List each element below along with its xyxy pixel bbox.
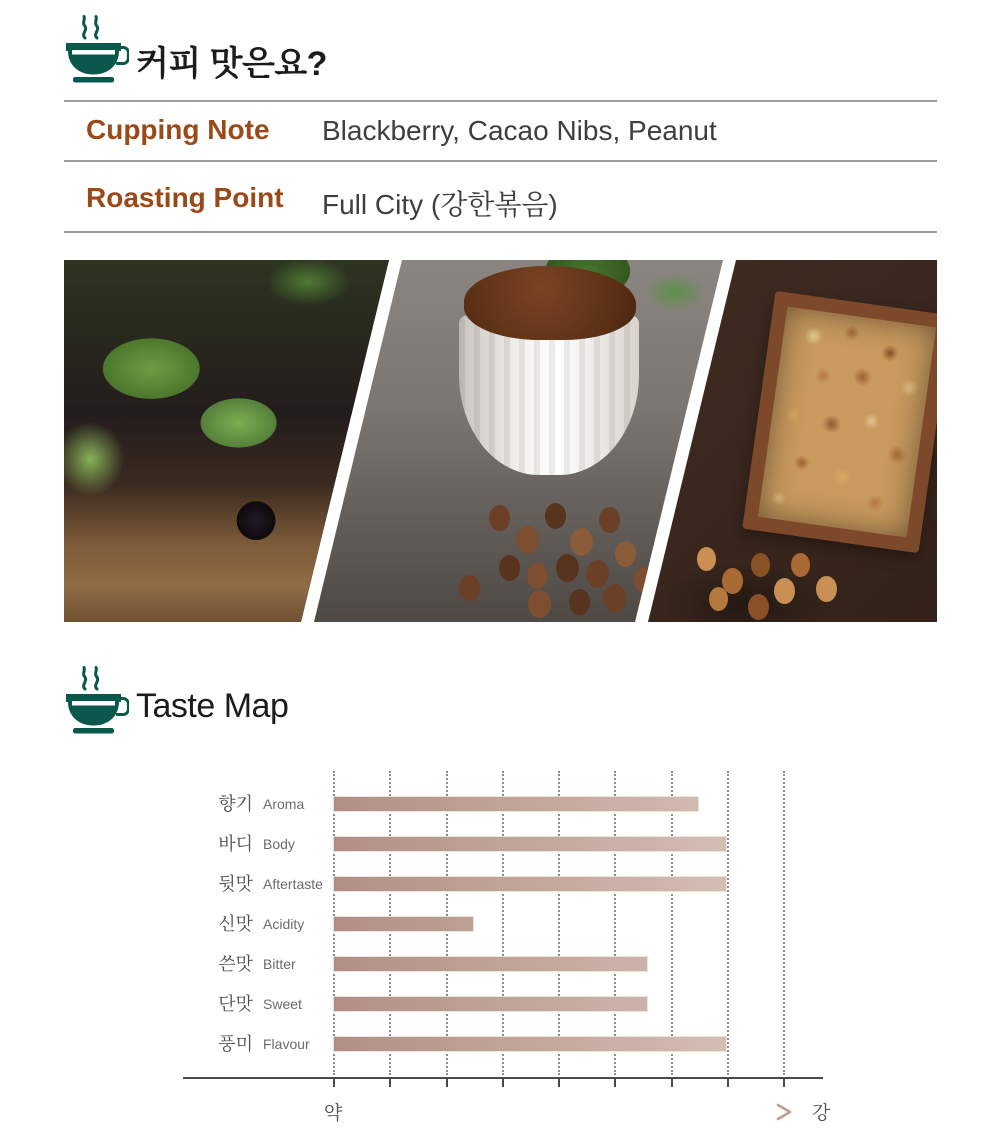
weak-to-strong-arrow — [348, 1103, 800, 1121]
cupping-note-value: Blackberry, Cacao Nibs, Peanut — [322, 115, 717, 146]
taste-label-en: Flavour — [263, 1036, 310, 1052]
taste-label-en: Aroma — [263, 796, 305, 812]
taste-row — [0, 984, 1000, 1024]
taste-bar — [333, 1036, 727, 1052]
taste-label-ko: 뒷맛 — [218, 874, 253, 894]
taste-row — [0, 944, 1000, 984]
axis-tick — [446, 1078, 448, 1087]
taste-label-ko: 향기 — [218, 794, 253, 814]
taste-label-en: Acidity — [263, 916, 305, 932]
divider-line — [64, 231, 937, 233]
axis-tick — [389, 1078, 391, 1087]
coffee-cup-icon — [57, 665, 129, 737]
axis-tick — [614, 1078, 616, 1087]
cacao-powder-shape — [464, 266, 636, 340]
taste-row — [0, 784, 1000, 824]
taste-bar — [333, 836, 727, 852]
roasting-point-value: Full City (강한볶음) — [322, 189, 558, 220]
taste-label-ko: 쓴맛 — [218, 954, 253, 974]
taste-row — [0, 904, 1000, 944]
taste-label-en: Body — [263, 836, 295, 852]
taste-label-ko: 바디 — [218, 834, 253, 854]
nuts-box-shape — [742, 291, 952, 553]
axis-tick — [671, 1078, 673, 1087]
taste-bar — [333, 876, 727, 892]
axis-strong-label: 강 — [811, 1103, 831, 1124]
taste-label-ko: 풍미 — [218, 1034, 253, 1054]
cupping-note-label: Cupping Note — [86, 114, 270, 145]
flavor-photo-gallery — [64, 260, 937, 622]
divider-line — [64, 160, 937, 162]
axis-tick — [727, 1078, 729, 1087]
axis-weak-label: 약 — [323, 1103, 343, 1124]
taste-row — [0, 864, 1000, 904]
coffee-cup-icon — [57, 14, 129, 86]
taste-bar — [333, 996, 648, 1012]
taste-label-ko: 단맛 — [218, 994, 253, 1014]
taste-label-en: Bitter — [263, 956, 296, 972]
roasting-point-label: Roasting Point — [86, 182, 284, 213]
axis-tick — [783, 1078, 785, 1087]
divider-line — [64, 100, 937, 102]
axis-tick — [333, 1078, 335, 1087]
taste-label-en: Aftertaste — [263, 876, 323, 892]
axis-tick — [558, 1078, 560, 1087]
flavor-section-title: 커피 맛은요? — [136, 45, 327, 83]
taste-label-ko: 신맛 — [218, 914, 253, 934]
taste-label-en: Sweet — [263, 996, 302, 1012]
taste-bar — [333, 916, 474, 932]
taste-row — [0, 1024, 1000, 1064]
axis-tick — [502, 1078, 504, 1087]
taste-bar — [333, 796, 699, 812]
taste-bar — [333, 956, 648, 972]
taste-row — [0, 824, 1000, 864]
taste-map-title: Taste Map — [136, 687, 289, 725]
